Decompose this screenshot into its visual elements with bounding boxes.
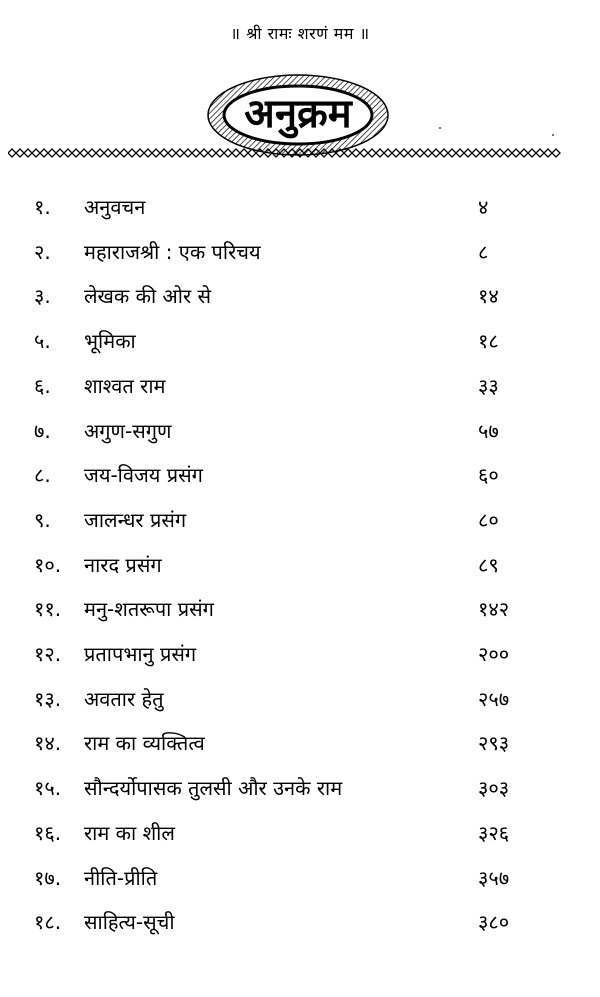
divider-diamond (536, 149, 544, 157)
divider-diamond (48, 149, 56, 157)
toc-title: साहित्य-सूची (84, 910, 175, 935)
toc-row (0, 766, 600, 811)
divider-diamond (504, 149, 512, 157)
toc-number: ८. (34, 463, 51, 488)
divider-diamond (176, 149, 184, 157)
toc-page: १४ (478, 284, 499, 309)
toc-page: ८९ (478, 552, 499, 577)
toc-number: १८. (34, 910, 62, 935)
toc-page: ४ (478, 195, 489, 219)
divider-diamond (472, 149, 480, 157)
divider-diamond (128, 149, 136, 157)
toc-title: अनुवचन (84, 195, 146, 219)
toc-number: १०. (34, 552, 62, 577)
toc-title: अवतार हेतु (84, 686, 164, 711)
divider-diamond (168, 149, 176, 157)
toc-row (0, 587, 600, 632)
toc-row (0, 856, 600, 901)
divider-diamond (416, 149, 424, 157)
divider-diamond (552, 149, 560, 157)
toc-number: ६. (34, 373, 51, 398)
toc-page: ५७ (478, 418, 499, 443)
divider-diamond (120, 149, 128, 157)
toc-number: २. (34, 239, 51, 264)
divider-diamond (32, 149, 40, 157)
page-title: अनुक्रम (244, 91, 352, 137)
toc-page: १४२ (478, 597, 510, 622)
divider-diamond (56, 149, 64, 157)
toc-title: नीति-प्रीति (84, 865, 158, 890)
divider-diamond (336, 149, 344, 157)
speck (439, 127, 441, 129)
divider-diamond (304, 149, 312, 157)
divider-diamond (296, 149, 304, 157)
divider-diamond (440, 149, 448, 157)
divider-diamond (152, 149, 160, 157)
divider-diamond (480, 149, 488, 157)
toc-title: नारद प्रसंग (84, 552, 162, 577)
toc-number: १३. (34, 686, 62, 711)
toc-title: भूमिका (84, 329, 136, 354)
divider-diamond (496, 149, 504, 157)
divider-diamond (24, 149, 32, 157)
divider-diamond (280, 149, 288, 157)
divider-diamond (360, 149, 368, 157)
toc-number: ३. (34, 284, 51, 309)
divider-diamond (224, 149, 232, 157)
divider-diamond (144, 149, 152, 157)
divider-diamond (8, 149, 16, 157)
divider-diamond (80, 149, 88, 157)
toc-page: ३०३ (478, 776, 510, 801)
divider-diamond (456, 149, 464, 157)
divider-diamond (312, 149, 320, 157)
divider-diamond (320, 149, 328, 157)
divider-diamond (192, 149, 200, 157)
toc-title: मनु-शतरूपा प्रसंग (84, 597, 214, 622)
toc-number: १४. (34, 731, 62, 756)
invocation-line: ॥ श्री रामः शरणं मम ॥ (230, 24, 370, 43)
toc-number: १५. (34, 776, 62, 801)
toc-page: २९३ (478, 731, 510, 756)
divider-diamond (160, 149, 168, 157)
divider-diamond (344, 149, 352, 157)
toc-title: जय-विजय प्रसंग (84, 463, 203, 488)
toc-row (0, 409, 600, 454)
divider-diamond (256, 149, 264, 157)
divider-diamond (264, 149, 272, 157)
divider-diamond (488, 149, 496, 157)
divider-diamond (200, 149, 208, 157)
toc-page: ६० (478, 463, 499, 488)
toc-number: १. (34, 195, 51, 219)
divider-diamond (352, 149, 360, 157)
toc-row (0, 364, 600, 409)
divider-diamond (328, 149, 336, 157)
divider-diamond (240, 149, 248, 157)
toc-title: राम का शील (84, 820, 175, 845)
toc-row (0, 811, 600, 856)
divider-diamond (512, 149, 520, 157)
divider-diamond (208, 149, 216, 157)
toc-row (0, 498, 600, 543)
divider-diamond (408, 149, 416, 157)
toc-number: ५. (34, 329, 51, 354)
toc-title: शाश्वत राम (84, 373, 166, 398)
divider-diamond (88, 149, 96, 157)
divider-diamond (464, 149, 472, 157)
toc-title: अगुण-सगुण (84, 418, 172, 443)
divider-diamond (136, 149, 144, 157)
divider-diamond (64, 149, 72, 157)
toc-page: २५७ (478, 686, 510, 711)
toc-page: ८० (478, 507, 499, 532)
toc-row (0, 632, 600, 677)
toc-number: १७. (34, 865, 62, 890)
toc-number: १२. (34, 642, 62, 666)
toc-page: २०० (478, 642, 510, 666)
toc-number: ७. (34, 418, 51, 443)
toc-page: ८ (478, 239, 489, 264)
toc-row (0, 319, 600, 364)
divider-diamond (432, 149, 440, 157)
toc-row (0, 721, 600, 766)
divider-diamond (40, 149, 48, 157)
toc-title: जालन्धर प्रसंग (84, 507, 187, 532)
divider-diamond (112, 149, 120, 157)
toc-number: ११. (34, 597, 62, 622)
toc-page: १८ (478, 329, 499, 354)
divider-diamond (272, 149, 280, 157)
toc-title: राम का व्यक्तित्व (84, 731, 205, 756)
divider-diamond (520, 149, 528, 157)
divider-diamond (424, 149, 432, 157)
divider-diamond (448, 149, 456, 157)
divider-diamond (528, 149, 536, 157)
divider-diamond (288, 149, 296, 157)
divider-diamond (232, 149, 240, 157)
divider-diamond (384, 149, 392, 157)
toc-title: महाराजश्री : एक परिचय (84, 239, 261, 264)
toc-number: १६. (34, 820, 62, 845)
divider-diamond (544, 149, 552, 157)
toc-row (0, 185, 600, 230)
divider-diamond (368, 149, 376, 157)
toc-page: ३२६ (478, 820, 510, 845)
toc-page: ३८० (478, 910, 510, 935)
toc-row (0, 677, 600, 722)
toc-title: सौन्दर्योपासक तुलसी और उनके राम (84, 776, 343, 801)
divider-diamond (376, 149, 384, 157)
divider-diamond (216, 149, 224, 157)
toc-row (0, 900, 600, 945)
toc-number: ९. (34, 507, 51, 532)
toc-page: ३३ (478, 373, 499, 398)
ornamental-divider (8, 146, 564, 160)
toc-page: ३५७ (478, 865, 510, 890)
divider-diamond (392, 149, 400, 157)
divider-diamond (248, 149, 256, 157)
divider-diamond (184, 149, 192, 157)
toc-row (0, 230, 600, 275)
toc-row (0, 543, 600, 588)
toc-title: लेखक की ओर से (84, 284, 212, 309)
divider-diamond (400, 149, 408, 157)
divider-diamond (96, 149, 104, 157)
divider-diamond (72, 149, 80, 157)
speck (552, 134, 554, 136)
toc-row (0, 274, 600, 319)
divider-diamond (104, 149, 112, 157)
toc-title: प्रतापभानु प्रसंग (84, 642, 197, 666)
divider-diamond (16, 149, 24, 157)
toc-row (0, 453, 600, 498)
